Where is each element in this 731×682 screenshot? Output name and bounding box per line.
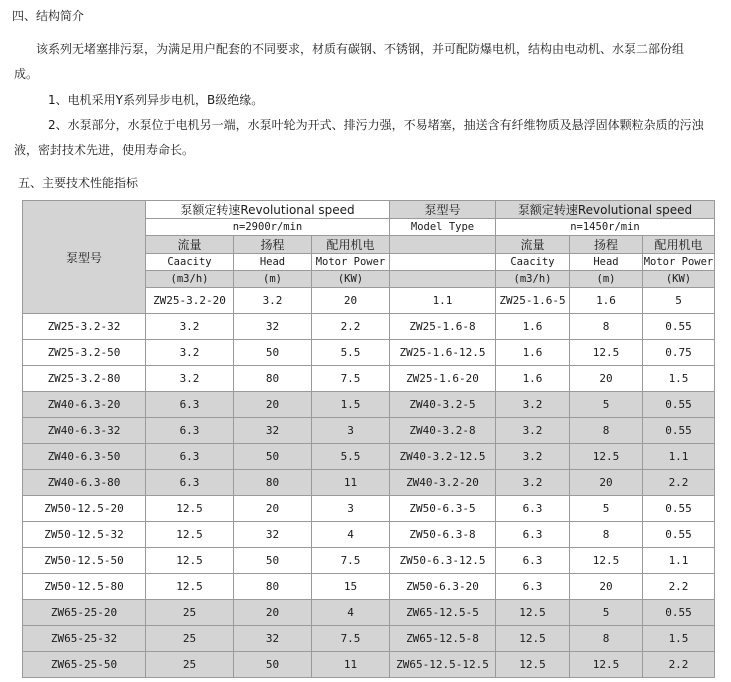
flow-2900-cell: 25	[146, 626, 234, 652]
power-2900-cell: 5.5	[312, 340, 390, 366]
head-1450-cell: 5	[570, 496, 643, 522]
flow-header-cn: 流量	[146, 236, 234, 254]
head-2900-cell: 80	[234, 470, 312, 496]
model-2900-cell: ZW50-12.5-32	[23, 522, 146, 548]
table-row	[23, 340, 715, 366]
head-2900-cell: 32	[234, 314, 312, 340]
flow-1450-cell: 12.5	[496, 626, 570, 652]
model-2900-cell: ZW25-3.2-20	[146, 288, 234, 314]
flow-1450-cell: 1.6	[570, 288, 643, 314]
model-2900-cell: ZW25-3.2-80	[23, 366, 146, 392]
table-row	[23, 392, 715, 418]
model-2900-cell: ZW40-6.3-32	[23, 418, 146, 444]
head-1450-cell: 12.5	[570, 652, 643, 678]
flow-1450-cell: 3.2	[496, 418, 570, 444]
power-1450-cell: 0.55	[643, 600, 715, 626]
power-2900-cell: 11	[312, 652, 390, 678]
head-2900-cell: 50	[234, 444, 312, 470]
flow-unit: (m3/h)	[146, 271, 234, 288]
head-unit: (m)	[234, 271, 312, 288]
flow-1450-cell: 12.5	[496, 600, 570, 626]
head-2900-cell: 80	[234, 366, 312, 392]
power-2900-cell: 1.1	[390, 288, 496, 314]
flow-1450-cell: 6.3	[496, 548, 570, 574]
head-2900-cell: 50	[234, 340, 312, 366]
power-2900-cell: 2.2	[312, 314, 390, 340]
head-1450-cell: 5	[570, 600, 643, 626]
model-1450-cell: ZW25-1.6-20	[390, 366, 496, 392]
head-1450-cell: 5	[570, 392, 643, 418]
power-2900-cell: 3	[312, 418, 390, 444]
model-2900-cell: ZW25-3.2-50	[23, 340, 146, 366]
speed-1450-value: n=1450r/min	[496, 219, 715, 236]
power-1450-cell: 0.55	[643, 392, 715, 418]
power-2900-cell: 5.5	[312, 444, 390, 470]
head-1450-cell: 12.5	[570, 548, 643, 574]
flow-header-en-2: Caacity	[496, 254, 570, 271]
power-1450-cell: 0.55	[643, 522, 715, 548]
table-row	[23, 574, 715, 600]
head-1450-cell: 8	[570, 522, 643, 548]
head-1450-cell: 20	[570, 574, 643, 600]
structure-item-2-line-1: 2、水泵部分，水泵位于电机另一端，水泵叶轮为开式、排污力强，不易堵塞，抽送含有纤维物质及悬浮固体颗粒杂质的污浊	[48, 118, 704, 132]
model-header-blank-3	[390, 271, 496, 288]
head-header-en: Head	[234, 254, 312, 271]
power-1450-cell: 0.75	[643, 340, 715, 366]
flow-2900-cell: 3.2	[146, 366, 234, 392]
speed-group-label-2: 泵额定转速Revolutional speed	[517, 203, 693, 217]
model-1450-cell: ZW25-1.6-8	[390, 314, 496, 340]
flow-header-en: Caacity	[146, 254, 234, 271]
power-2900-cell: 7.5	[312, 548, 390, 574]
power-2900-cell: 1.5	[312, 392, 390, 418]
model-1450-cell: ZW40-3.2-8	[390, 418, 496, 444]
flow-2900-cell: 12.5	[146, 496, 234, 522]
intro-paragraph-line-1: 该系列无堵塞排污泵，为满足用户配套的不同要求，材质有碳钢、不锈钢，并可配防爆电机，结构由电动机、水泵二部份组	[36, 42, 685, 56]
model-1450-cell: ZW50-6.3-8	[390, 522, 496, 548]
table-row	[23, 418, 715, 444]
power-1450-cell: 1.5	[643, 366, 715, 392]
model-1450-cell: ZW50-6.3-5	[390, 496, 496, 522]
speed-group-label: 泵额定转速Revolutional speed	[180, 203, 355, 217]
power-2900-cell: 7.5	[312, 626, 390, 652]
flow-1450-cell: 3.2	[496, 444, 570, 470]
power-1450-cell: 1.5	[643, 626, 715, 652]
head-2900-cell: 50	[234, 548, 312, 574]
flow-2900-cell: 12.5	[146, 522, 234, 548]
head-1450-cell: 8	[570, 418, 643, 444]
section-4-heading: 四、结构简介	[12, 9, 85, 23]
table-row	[23, 522, 715, 548]
head-2900-cell: 20	[312, 288, 390, 314]
model-1450-cell: ZW65-12.5-8	[390, 626, 496, 652]
head-unit-2: (m)	[570, 271, 643, 288]
table-row	[23, 626, 715, 652]
flow-2900-cell: 3.2	[146, 340, 234, 366]
speed-1450-group-header	[496, 201, 715, 219]
head-1450-cell: 20	[570, 470, 643, 496]
flow-2900-cell: 6.3	[146, 418, 234, 444]
flow-2900-cell: 6.3	[146, 392, 234, 418]
table-row	[23, 470, 715, 496]
motor-header-cn-2: 配用机电	[643, 236, 715, 254]
model-2900-cell: ZW50-12.5-20	[23, 496, 146, 522]
head-2900-cell: 32	[234, 522, 312, 548]
head-2900-cell: 20	[234, 496, 312, 522]
table-row	[23, 366, 715, 392]
flow-2900-cell: 12.5	[146, 574, 234, 600]
head-1450-cell: 8	[570, 314, 643, 340]
model-1450-cell: ZW25-1.6-5	[496, 288, 570, 314]
flow-2900-cell: 3.2	[234, 288, 312, 314]
flow-2900-cell: 6.3	[146, 444, 234, 470]
head-2900-cell: 20	[234, 392, 312, 418]
motor-unit-2: (KW)	[643, 271, 715, 288]
model-column-header: 泵型号	[23, 201, 146, 314]
flow-2900-cell: 3.2	[146, 314, 234, 340]
performance-table	[22, 200, 715, 678]
head-header-cn: 扬程	[234, 236, 312, 254]
head-1450-cell: 20	[570, 366, 643, 392]
model-2900-cell: ZW65-25-32	[23, 626, 146, 652]
model-2900-cell: ZW40-6.3-50	[23, 444, 146, 470]
flow-1450-cell: 6.3	[496, 574, 570, 600]
flow-1450-cell: 1.6	[496, 340, 570, 366]
flow-1450-cell: 6.3	[496, 522, 570, 548]
power-1450-cell: 1.1	[643, 548, 715, 574]
head-2900-cell: 20	[234, 600, 312, 626]
model-2900-cell: ZW50-12.5-50	[23, 548, 146, 574]
model-1450-cell: ZW50-6.3-20	[390, 574, 496, 600]
table-row	[23, 652, 715, 678]
model-2900-cell: ZW65-25-20	[23, 600, 146, 626]
power-2900-cell: 4	[312, 522, 390, 548]
model-1450-cell: ZW50-6.3-12.5	[390, 548, 496, 574]
flow-header-cn-2: 流量	[496, 236, 570, 254]
motor-unit: (KW)	[312, 271, 390, 288]
model-1450-cell: ZW40-3.2-12.5	[390, 444, 496, 470]
model-1450-cell: ZW40-3.2-20	[390, 470, 496, 496]
model-1450-cell: ZW65-12.5-12.5	[390, 652, 496, 678]
motor-header-cn: 配用机电	[312, 236, 390, 254]
speed-2900-group-header	[146, 201, 390, 219]
flow-1450-cell: 12.5	[496, 652, 570, 678]
model-header-blank-2	[390, 254, 496, 271]
model-1450-cell: ZW25-1.6-12.5	[390, 340, 496, 366]
flow-1450-cell: 3.2	[496, 392, 570, 418]
table-row	[23, 600, 715, 626]
section-5-heading: 五、主要技术性能指标	[18, 176, 139, 190]
head-1450-cell: 5	[643, 288, 715, 314]
power-2900-cell: 7.5	[312, 366, 390, 392]
model-header-cn: 泵型号	[390, 201, 496, 219]
power-2900-cell: 15	[312, 574, 390, 600]
speed-2900-value: n=2900r/min	[146, 219, 390, 236]
head-1450-cell: 12.5	[570, 340, 643, 366]
table-row	[23, 314, 715, 340]
flow-1450-cell: 6.3	[496, 496, 570, 522]
table-row	[23, 444, 715, 470]
head-1450-cell: 12.5	[570, 444, 643, 470]
power-1450-cell: 2.2	[643, 574, 715, 600]
model-1450-cell: ZW40-3.2-5	[390, 392, 496, 418]
flow-1450-cell: 1.6	[496, 314, 570, 340]
power-1450-cell: 1.1	[643, 444, 715, 470]
model-2900-cell: ZW40-6.3-80	[23, 470, 146, 496]
head-header-en-2: Head	[570, 254, 643, 271]
table-row	[23, 548, 715, 574]
power-2900-cell: 11	[312, 470, 390, 496]
intro-paragraph-line-2: 成。	[14, 67, 39, 81]
flow-1450-cell: 3.2	[496, 470, 570, 496]
power-1450-cell: 2.2	[643, 470, 715, 496]
flow-1450-cell: 1.6	[496, 366, 570, 392]
power-2900-cell: 3	[312, 496, 390, 522]
head-2900-cell: 50	[234, 652, 312, 678]
flow-2900-cell: 12.5	[146, 548, 234, 574]
head-2900-cell: 32	[234, 626, 312, 652]
motor-header-en-2: Motor Power	[643, 254, 715, 271]
head-2900-cell: 32	[234, 418, 312, 444]
flow-2900-cell: 25	[146, 600, 234, 626]
flow-unit-2: (m3/h)	[496, 271, 570, 288]
structure-item-2-line-2: 液，密封技术先进，使用寿命长。	[14, 143, 195, 157]
flow-2900-cell: 6.3	[146, 470, 234, 496]
model-2900-cell: ZW50-12.5-80	[23, 574, 146, 600]
structure-item-1: 1、电机采用Y系列异步电机，B级绝缘。	[48, 93, 264, 107]
model-1450-cell: ZW65-12.5-5	[390, 600, 496, 626]
model-header-blank-1	[390, 236, 496, 254]
head-1450-cell: 8	[570, 626, 643, 652]
model-2900-cell: ZW25-3.2-32	[23, 314, 146, 340]
header-row-speed	[23, 201, 715, 219]
table-row	[23, 496, 715, 522]
power-1450-cell: 2.2	[643, 652, 715, 678]
head-2900-cell: 80	[234, 574, 312, 600]
model-2900-cell: ZW65-25-50	[23, 652, 146, 678]
power-1450-cell: 0.55	[643, 418, 715, 444]
power-2900-cell: 4	[312, 600, 390, 626]
model-header-en: Model Type	[390, 219, 496, 236]
power-1450-cell: 0.55	[643, 314, 715, 340]
model-2900-cell: ZW40-6.3-20	[23, 392, 146, 418]
flow-2900-cell: 25	[146, 652, 234, 678]
motor-header-en: Motor Power	[312, 254, 390, 271]
power-1450-cell: 0.55	[643, 496, 715, 522]
head-header-cn-2: 扬程	[570, 236, 643, 254]
